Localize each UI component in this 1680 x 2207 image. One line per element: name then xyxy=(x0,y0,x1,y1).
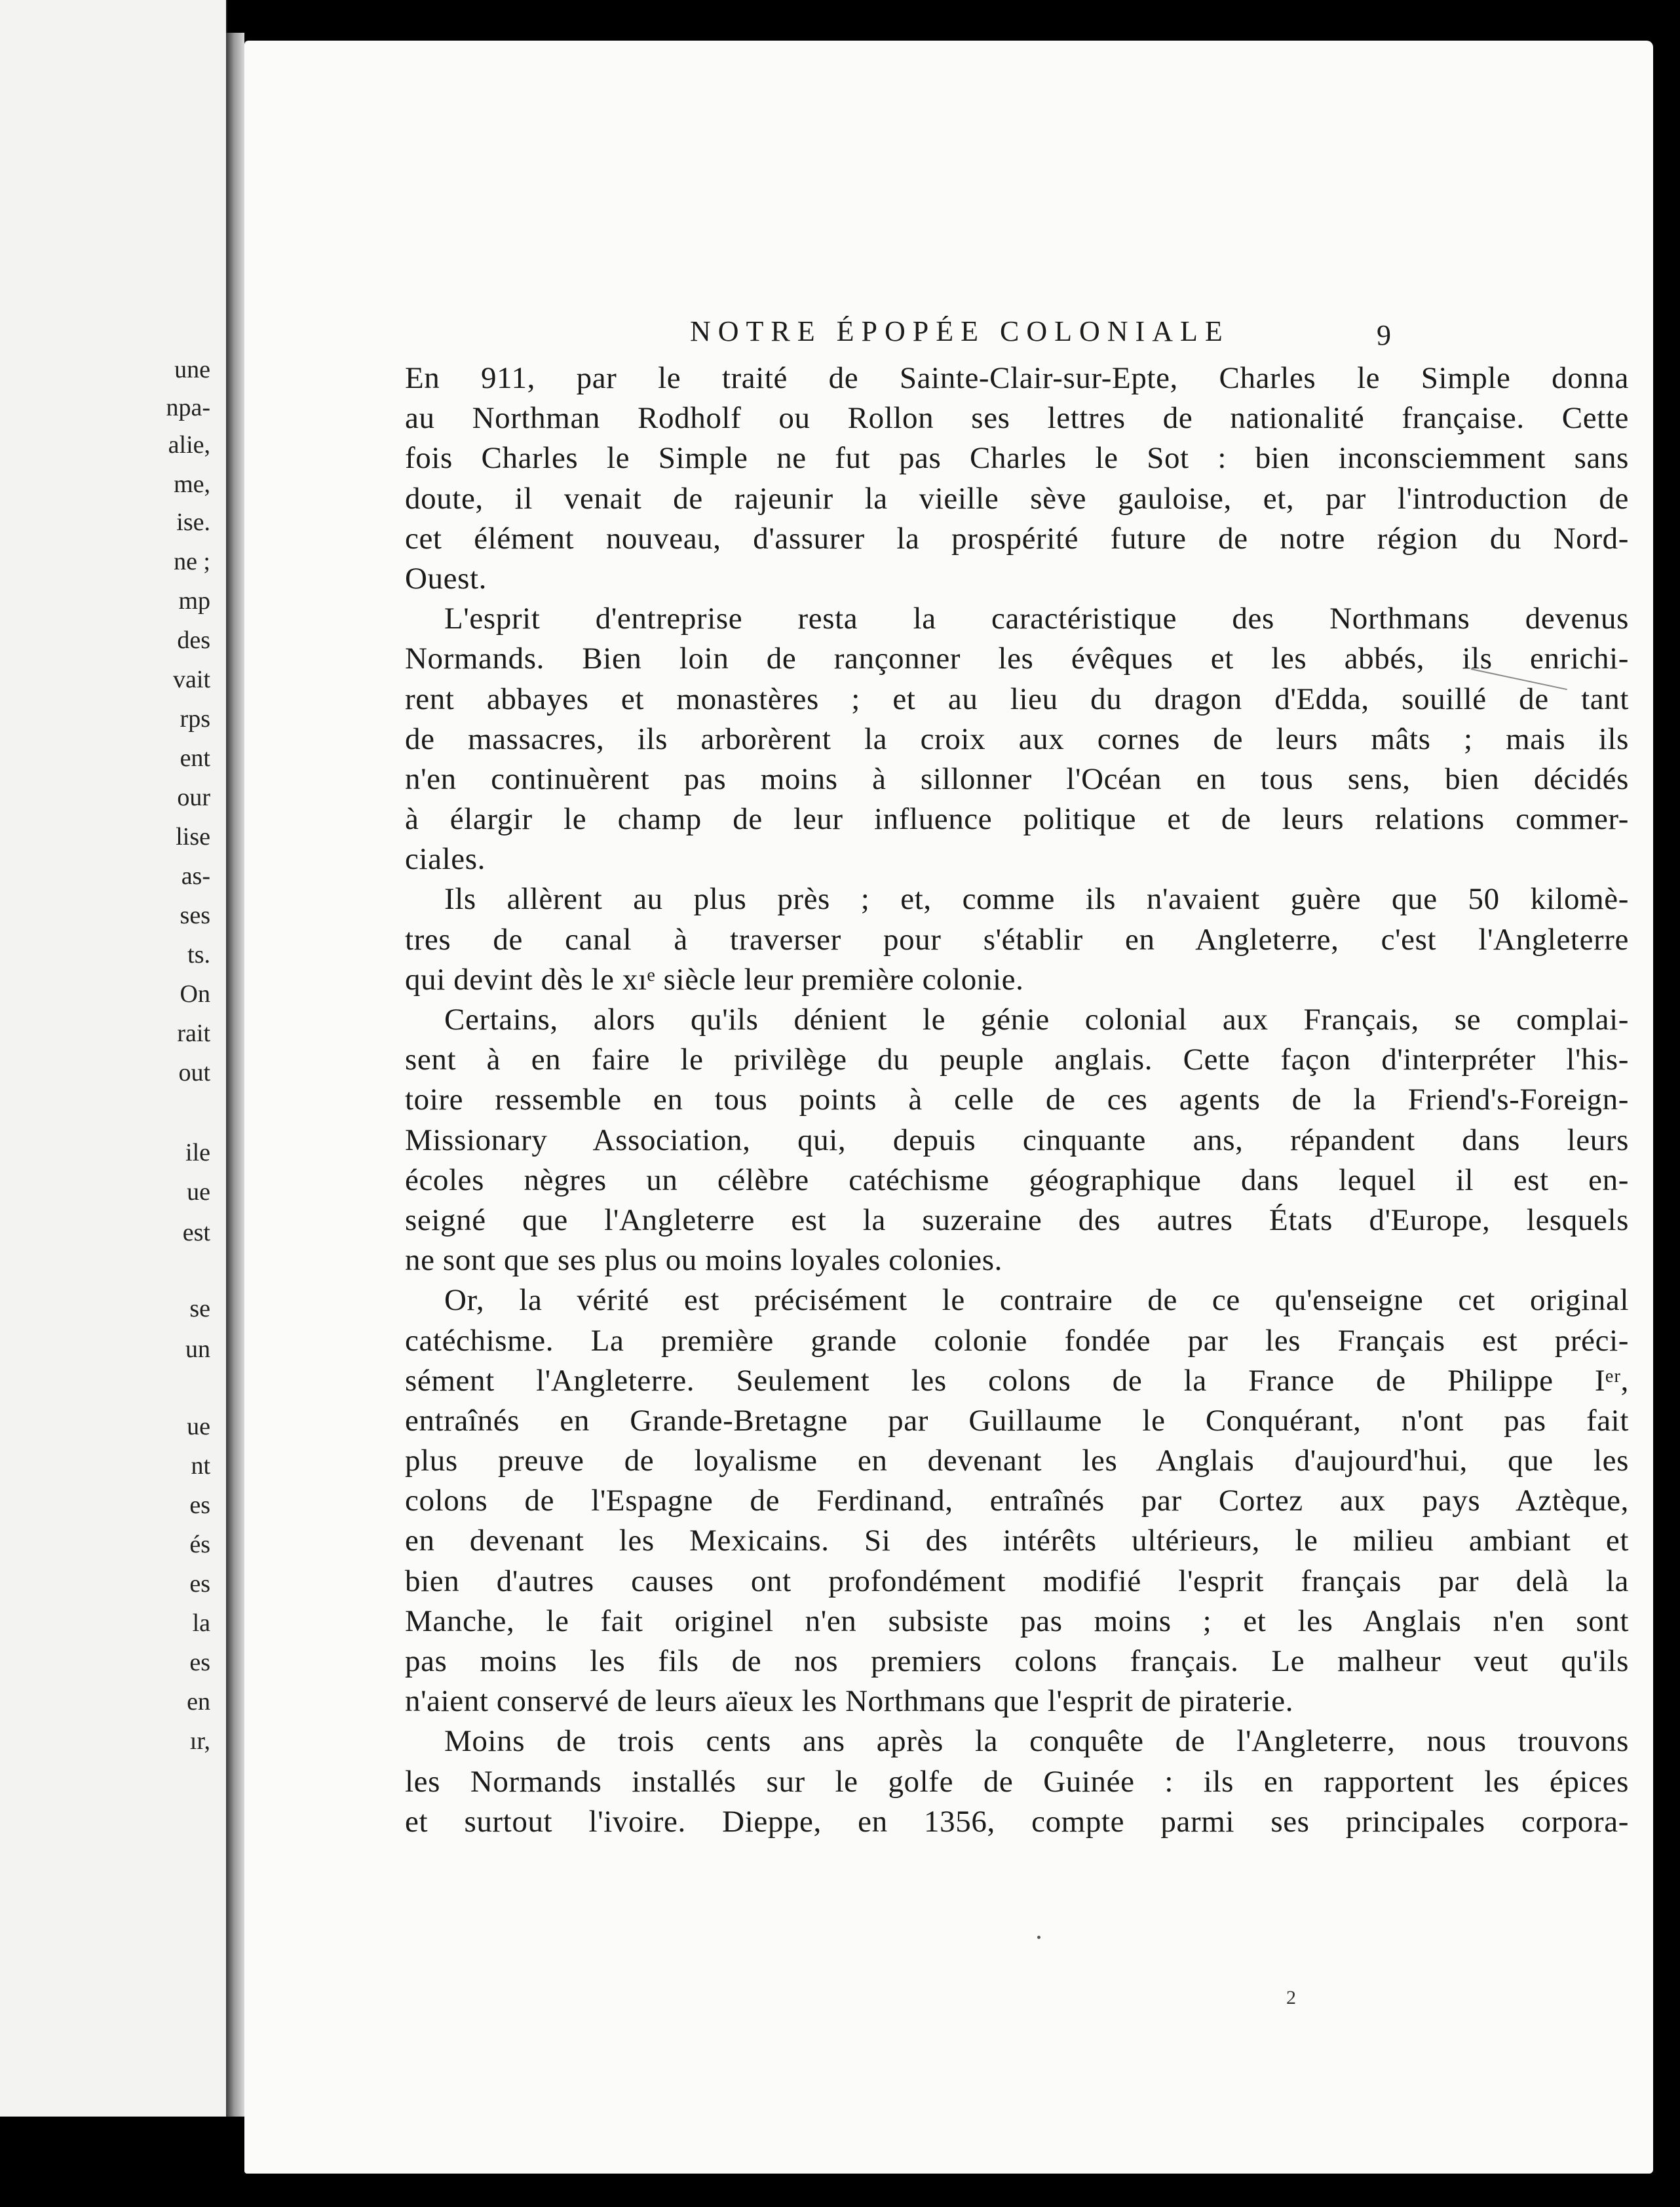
text-line: Normands. Bien loin de rançonner les évêques et les abbés, ils enrichi- xyxy=(405,642,1629,676)
left-page-fragment: une xyxy=(174,356,210,383)
left-page-fragment: ne ; xyxy=(174,548,210,575)
speck xyxy=(1037,1936,1040,1939)
left-page-fragment: ue xyxy=(187,1178,210,1206)
left-page-fragment: rait xyxy=(177,1020,210,1047)
left-page-fragment: as- xyxy=(181,862,210,890)
text-line: ciales. xyxy=(405,842,486,877)
text-line: fois Charles le Simple ne fut pas Charles le Sot : bien inconsciemment sans xyxy=(405,441,1629,476)
text-line: doute, il venait de rajeunir la vieille sève gauloise, et, par l'introduction de xyxy=(405,481,1629,516)
text-line: plus preuve de loyalisme en devenant les Anglais d'aujourd'hui, que les xyxy=(405,1444,1629,1478)
left-page-fragment: ts. xyxy=(187,941,210,969)
text-line: qui devint dès le xıᵉ siècle leur première colonie. xyxy=(405,962,1024,997)
left-page-fragment: our xyxy=(177,784,210,811)
text-line: cet élément nouveau, d'assurer la prospérité future de notre région du Nord- xyxy=(405,521,1629,556)
text-line: seigné que l'Angleterre est la suzeraine des autres États d'Europe, lesquels xyxy=(405,1202,1629,1237)
left-page-fragment: ır, xyxy=(189,1727,210,1755)
left-page-fragment: es xyxy=(189,1491,210,1519)
text-line: colons de l'Espagne de Ferdinand, entraînés par Cortez aux pays Aztèque, xyxy=(405,1484,1629,1518)
left-page-fragment: des xyxy=(177,626,210,654)
text-line: Certains, alors qu'ils dénient le génie colonial aux Français, se complai- xyxy=(444,1003,1629,1037)
right-page xyxy=(244,41,1653,2174)
text-line: n'en continuèrent pas moins à sillonner l'Océan en tous sens, bien décidés xyxy=(405,761,1629,796)
left-page-fragment: es xyxy=(189,1649,210,1676)
text-line: écoles nègres un célèbre catéchisme géographique dans lequel il est en- xyxy=(405,1162,1629,1197)
text-line: en devenant les Mexicains. Si des intérêts ultérieurs, le milieu ambiant et xyxy=(405,1524,1629,1558)
signature-mark: 2 xyxy=(1286,1987,1296,2008)
text-line: toire ressemble en tous points à celle de ces agents de la Friend's-Foreign- xyxy=(405,1083,1629,1117)
left-page-fragment: ile xyxy=(185,1139,210,1166)
left-page-fragment: en xyxy=(187,1688,210,1716)
left-page-fragment: alie, xyxy=(168,431,210,459)
left-page-fragment: npa- xyxy=(166,394,210,421)
text-line: En 911, par le traité de Sainte-Clair-sur-Epte, Charles le Simple donna xyxy=(405,361,1629,395)
left-page-fragment: la xyxy=(192,1609,210,1637)
page-number: 9 xyxy=(1377,319,1391,351)
text-line: au Northman Rodholf ou Rollon ses lettres de nationalité française. Cette xyxy=(405,401,1629,436)
left-page-fragment: rps xyxy=(180,705,210,733)
text-line: sément l'Angleterre. Seulement les colons de la France de Philippe Iᵉʳ, xyxy=(405,1363,1629,1398)
body-text xyxy=(405,358,1629,1842)
text-line: et surtout l'ivoire. Dieppe, en 1356, compte parmi ses principales corpora- xyxy=(405,1804,1629,1839)
text-line: Or, la vérité est précisément le contraire de ce qu'enseigne cet original xyxy=(444,1283,1629,1318)
left-page-fragment: ses xyxy=(180,902,210,929)
text-line: Ils allèrent au plus près ; et, comme ils n'avaient guère que 50 kilomè- xyxy=(444,882,1629,917)
left-page-fragment: lise xyxy=(176,823,210,851)
left-page-fragment: me, xyxy=(174,470,210,498)
left-page-fragment: mp xyxy=(178,587,210,615)
text-line: tres de canal à traverser pour s'établir en Angleterre, c'est l'Angleterre xyxy=(405,922,1629,957)
left-page-fragment: ue xyxy=(187,1413,210,1440)
left-page-fragment: ise. xyxy=(176,509,210,536)
text-line: rent abbayes et monastères ; et au lieu du dragon d'Edda, souillé de tant xyxy=(405,681,1629,716)
left-page-fragment: out xyxy=(178,1059,210,1086)
text-line: Manche, le fait originel n'en subsiste pas moins ; et les Anglais n'en sont xyxy=(405,1603,1629,1638)
text-line: ne sont que ses plus ou moins loyales colonies. xyxy=(405,1243,1002,1278)
text-line: pas moins les fils de nos premiers colons français. Le malheur veut qu'ils xyxy=(405,1644,1629,1678)
text-line: sent à en faire le privilège du peuple anglais. Cette façon d'interpréter l'his- xyxy=(405,1043,1629,1077)
text-line: catéchisme. La première grande colonie fondée par les Français est préci- xyxy=(405,1323,1629,1358)
left-page-fragment: On xyxy=(180,980,210,1008)
left-page-fragment: nt xyxy=(191,1452,210,1480)
left-page xyxy=(0,0,227,2117)
left-page-fragment: ent xyxy=(180,744,210,772)
running-title: NOTRE ÉPOPÉE COLONIALE xyxy=(690,315,1230,347)
page-header xyxy=(244,315,1653,360)
text-line: L'esprit d'entreprise resta la caractéristique des Northmans devenus xyxy=(444,602,1629,636)
text-line: entraînés en Grande-Bretagne par Guillaume le Conquérant, n'ont pas fait xyxy=(405,1403,1629,1438)
text-line: Ouest. xyxy=(405,561,487,596)
text-line: n'aient conservé de leurs aïeux les Northmans que l'esprit de piraterie. xyxy=(405,1684,1294,1719)
text-line: Moins de trois cents ans après la conquête de l'Angleterre, nous trouvons xyxy=(444,1724,1629,1759)
left-page-fragment: es xyxy=(189,1570,210,1598)
left-page-fragment: est xyxy=(182,1219,210,1246)
text-line: les Normands installés sur le golfe de Guinée : ils en rapportent les épices xyxy=(405,1764,1629,1799)
left-page-fragment: vait xyxy=(173,666,210,693)
left-page-fragment: un xyxy=(185,1335,210,1363)
book-gutter xyxy=(226,33,244,2117)
text-line: bien d'autres causes ont profondément modifié l'esprit français par delà la xyxy=(405,1564,1629,1598)
text-line: Missionary Association, qui, depuis cinquante ans, répandent dans leurs xyxy=(405,1123,1629,1157)
text-line: à élargir le champ de leur influence politique et de leurs relations commer- xyxy=(405,802,1629,837)
left-page-fragment: és xyxy=(189,1531,210,1558)
left-page-fragment: se xyxy=(189,1295,210,1322)
text-line: de massacres, ils arborèrent la croix aux cornes de leurs mâts ; mais ils xyxy=(405,721,1629,756)
